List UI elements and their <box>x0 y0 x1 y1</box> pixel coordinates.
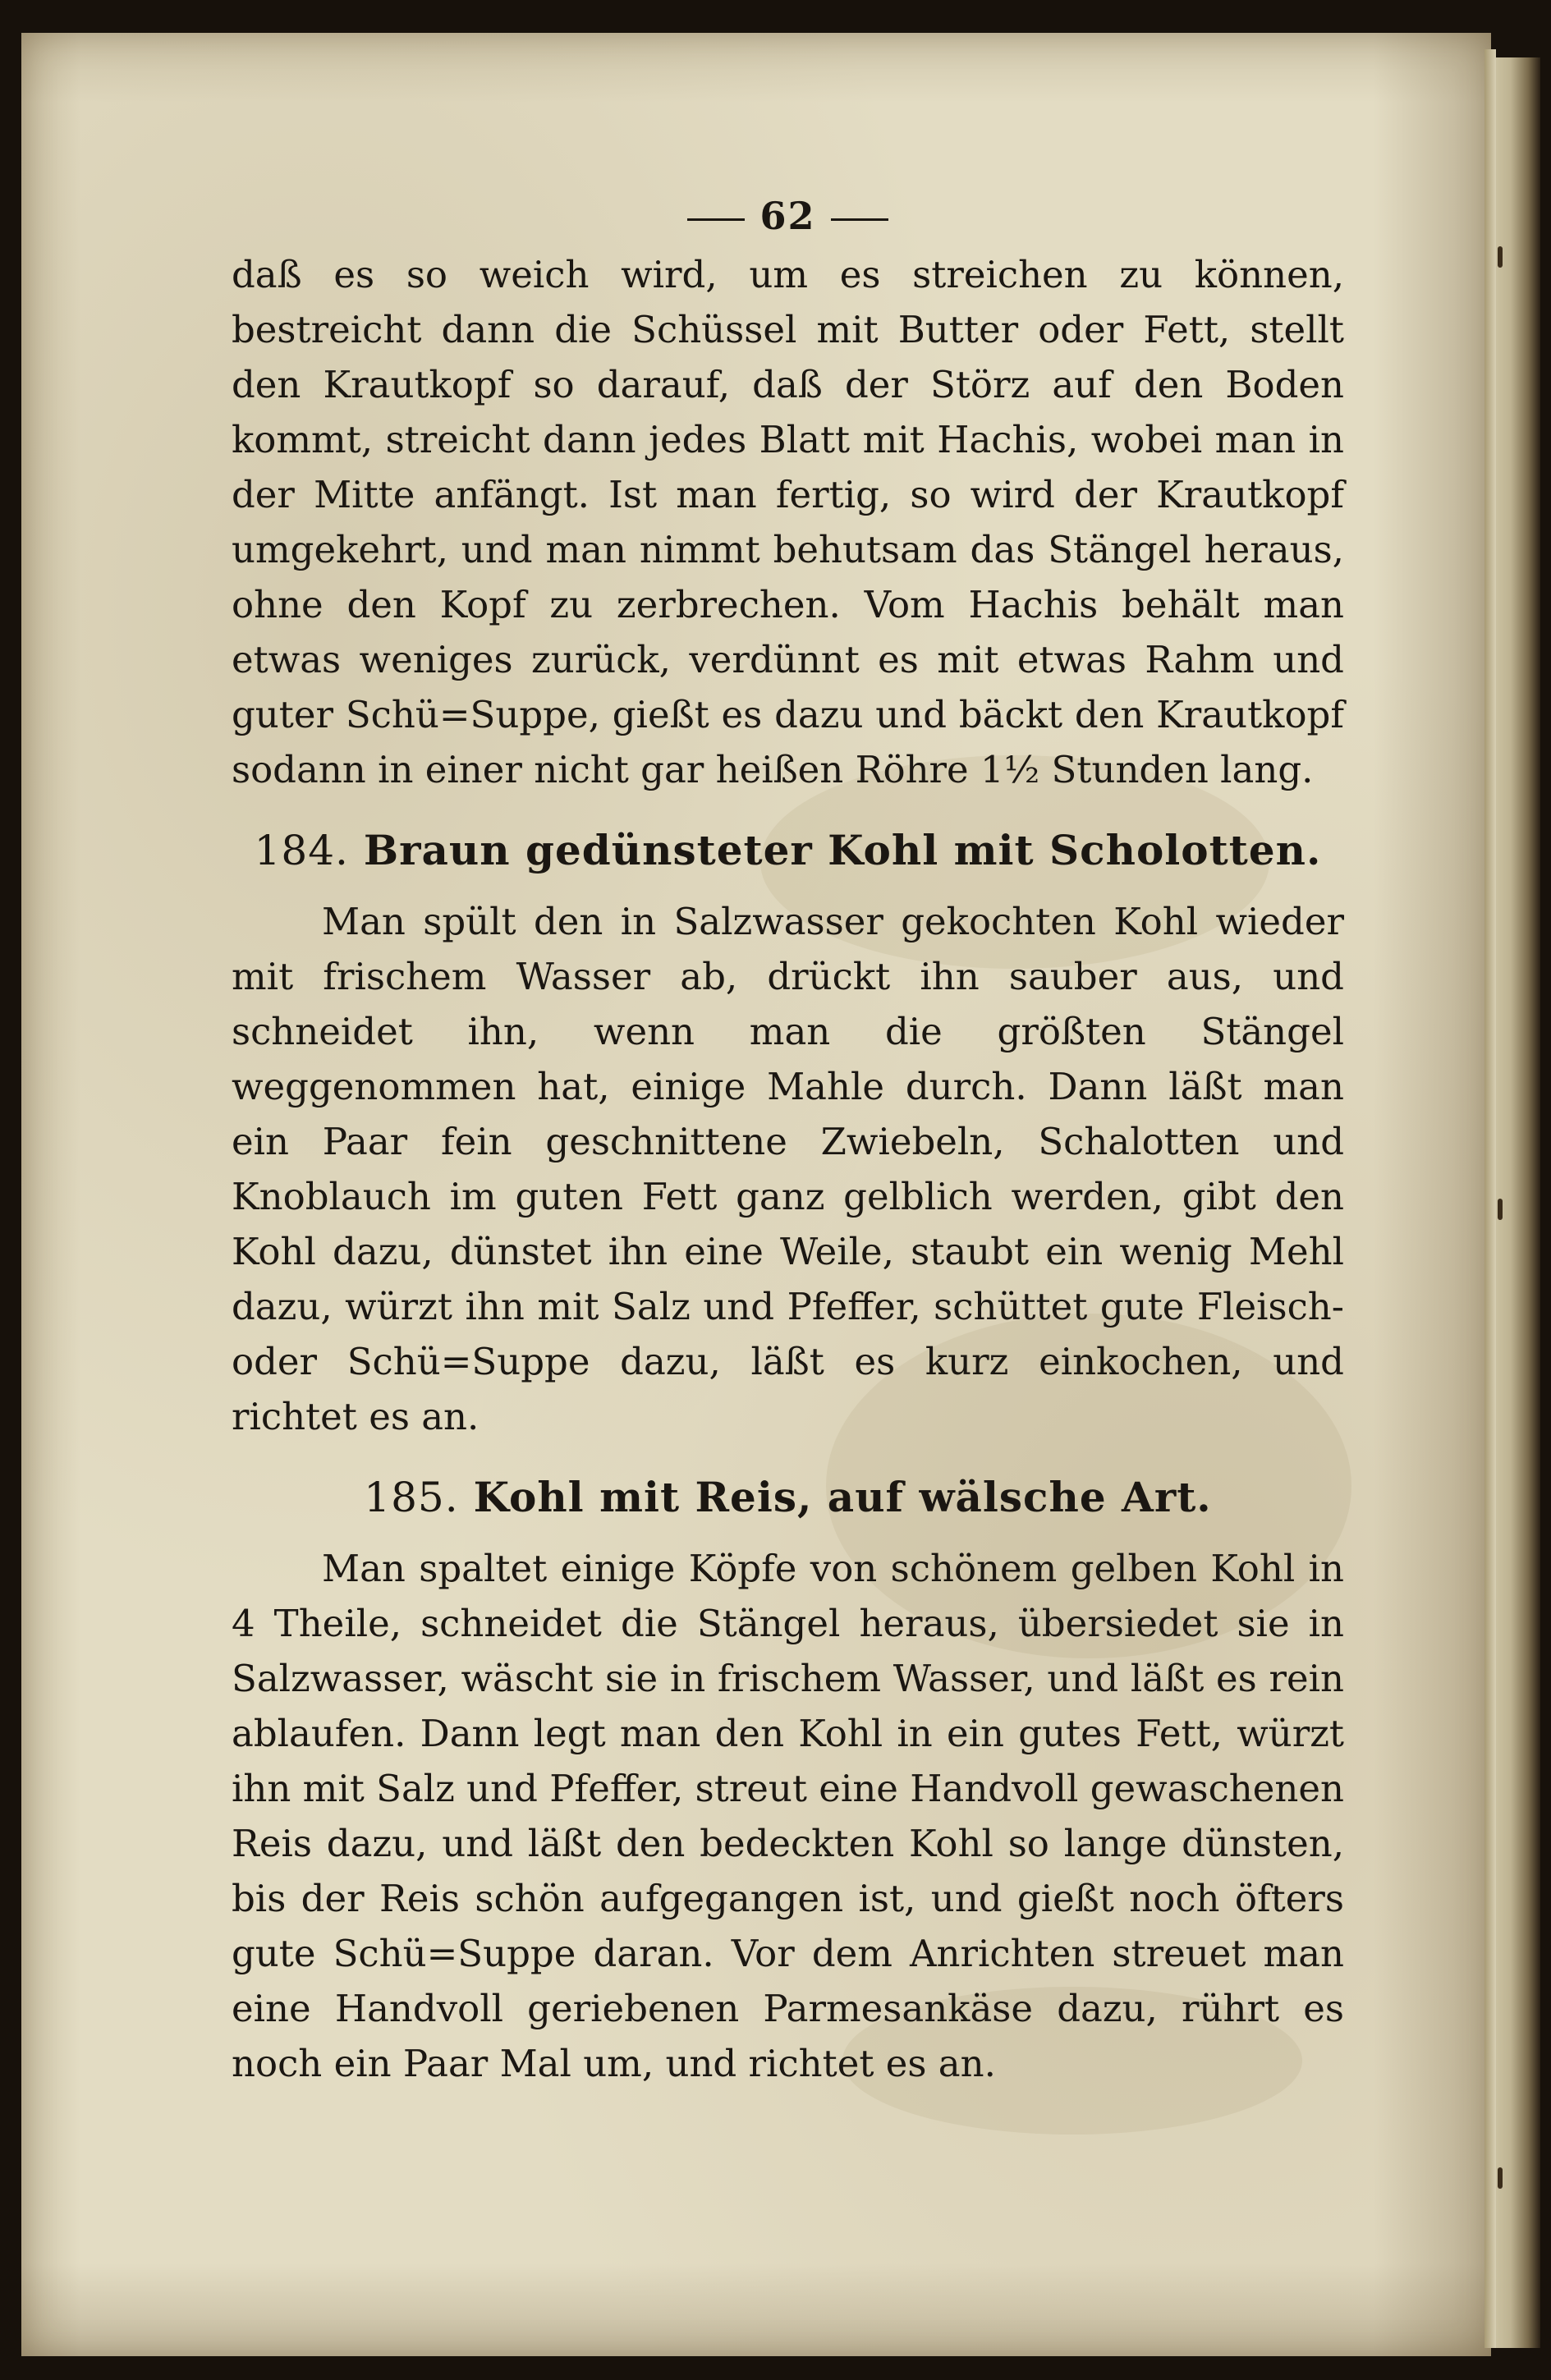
recipe-text-185: Man spaltet einige Köpfe von schönem gelben Kohl in 4 Theile, schneidet die Stängel heraus, übersiedet sie in Salzwasser, wäscht sie in frischem Wasser, und läßt es rein ablaufen. Dann legt man den Kohl in ein gutes Fett, würzt ihn mit Salz und Pfeffer, streut eine Handvoll gewaschenen Reis dazu, und läßt den bedeckten Kohl so lange dünsten, bis der Reis schön aufgegangen ist, und gießt noch öfters gute Schü=Suppe daran. Vor dem Anrichten streuet man eine Handvoll geriebenen Parmesankäse dazu, rührt es noch ein Paar Mal um, und richtet es an. <box>232 1547 1344 2085</box>
page-edge <box>1484 49 1496 2348</box>
recipe-number: 185. <box>364 1474 459 1521</box>
folio-dash-left <box>687 218 745 221</box>
folio-dash-right <box>831 218 888 221</box>
page-text <box>232 189 1344 2091</box>
recipe-title: Braun gedünsteter Kohl mit Scholotten. <box>363 826 1322 874</box>
recipe-text-184: Man spült den in Salzwasser gekochten Kohl wieder mit frischem Wasser ab, drückt ihn sauber aus, und schneidet ihn, wenn man die größten Stängel weggenommen hat, einige Mahle durch. Dann läßt man ein Paar fein geschnittene Zwiebeln, Schalotten und Knoblauch im guten Fett ganz gelblich werden, gibt den Kohl dazu, dünstet ihn eine Weile, staubt ein wenig Mehl dazu, würzt ihn mit Salz und Pfeffer, schüttet gute Fleisch- oder Schü=Suppe dazu, läßt es kurz einkochen, und richtet es an. <box>232 900 1344 1438</box>
recipe-heading-185 <box>232 1469 1344 1526</box>
page-number <box>232 189 1344 244</box>
recipe-title: Kohl mit Reis, auf wälsche Art. <box>473 1473 1212 1521</box>
binding-thread <box>1498 246 1503 268</box>
recipe-heading-184 <box>232 822 1344 879</box>
recipe-number: 184. <box>254 827 349 874</box>
binding-thread <box>1498 2167 1503 2189</box>
page-number-value: 62 <box>759 194 816 238</box>
binding-thread <box>1498 1199 1503 1220</box>
continued-paragraph: daß es so weich wird, um es streichen zu können, bestreicht dann die Schüssel mit Butter oder Fett, stellt den Krautkopf so darauf, daß der Störz auf den Boden kommt, streicht dann jedes Blatt mit Hachis, wobei man in der Mitte anfängt. Ist man fertig, so wird der Krautkopf umgekehrt, und man nimmt behutsam das Stängel heraus, ohne den Kopf zu zerbrechen. Vom Hachis behält man etwas weniges zurück, verdünnt es mit etwas Rahm und guter Schü=Suppe, gießt es dazu und bäckt den Krautkopf sodann in einer nicht gar heißen Röhre 1½ Stunden lang. <box>232 253 1344 791</box>
